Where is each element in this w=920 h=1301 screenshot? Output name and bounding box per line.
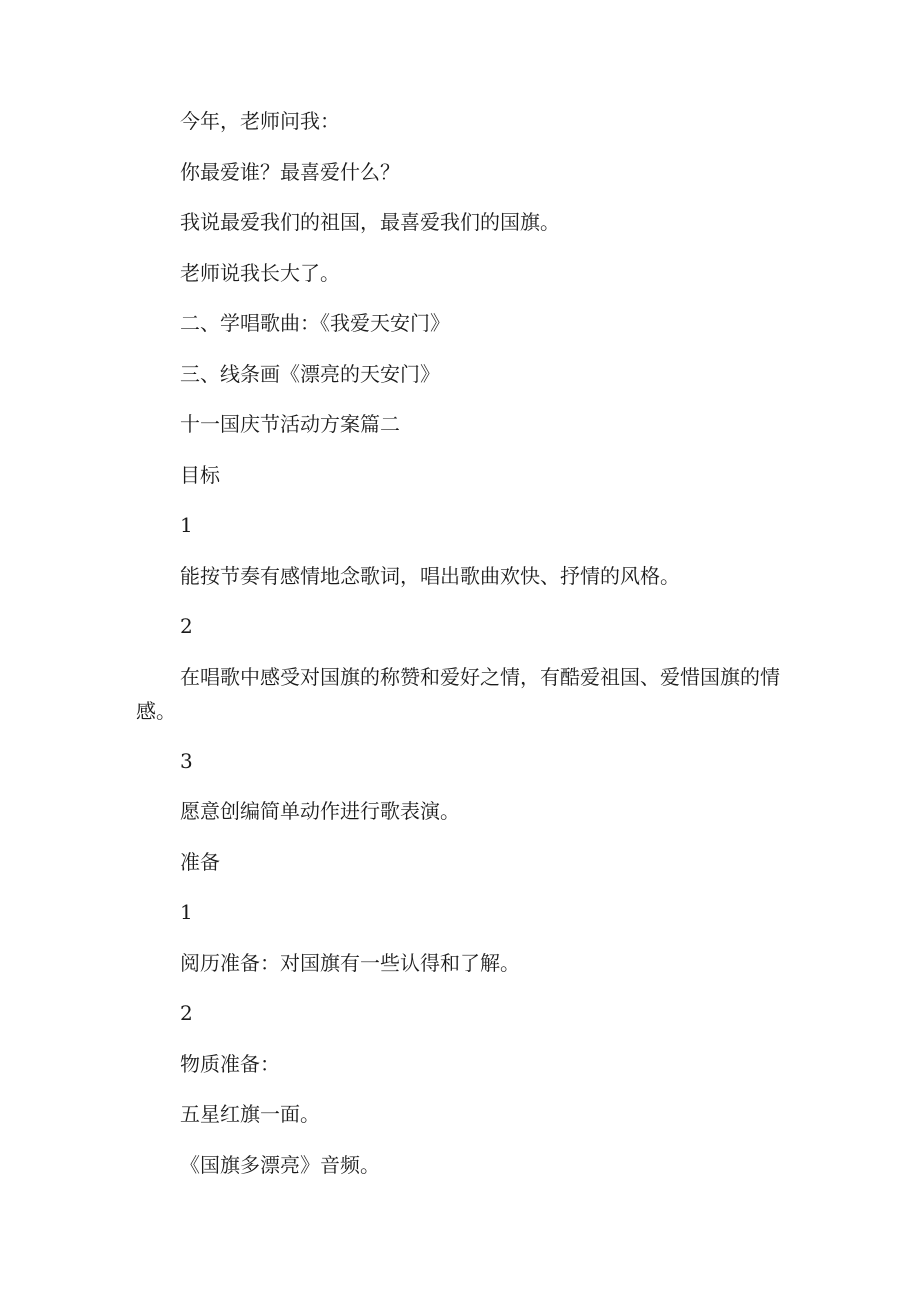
subheading: 准备: [180, 849, 220, 874]
list-number: 1: [180, 900, 193, 924]
paragraph: 五星红旗一面。: [180, 1102, 320, 1126]
subheading: 目标: [180, 462, 220, 487]
paragraph: 阅历准备：对国旗有一些认得和了解。: [180, 950, 520, 975]
paragraph: 我说最爱我们的祖国，最喜爱我们的国旗。: [180, 210, 560, 234]
paragraph: 二、学唱歌曲：《我爱天安门》: [180, 311, 450, 335]
list-number: 1: [180, 513, 193, 537]
paragraph: 老师说我长大了。: [180, 260, 340, 285]
paragraph: 《国旗多漂亮》音频。: [180, 1152, 380, 1177]
paragraph: 能按节奏有感情地念歌词，唱出歌曲欢快、抒情的风格。: [180, 563, 680, 588]
paragraph: 今年，老师问我：: [180, 109, 340, 133]
list-number: 3: [180, 748, 193, 773]
list-number: 2: [180, 614, 193, 638]
paragraph: 你最爱谁？最喜爱什么？: [180, 159, 400, 184]
section-heading: 十一国庆节活动方案篇二: [180, 412, 400, 436]
list-number: 2: [180, 1001, 193, 1025]
paragraph: 在唱歌中感受对国旗的称赞和爱好之情，有酷爱祖国、爱惜国旗的情感。: [136, 664, 780, 723]
paragraph: 三、线条画《漂亮的天安门》: [180, 361, 440, 386]
paragraph: 物质准备：: [180, 1051, 280, 1076]
document-body: [136, 104, 796, 1198]
paragraph: 愿意创编简单动作进行歌表演。: [180, 799, 460, 823]
